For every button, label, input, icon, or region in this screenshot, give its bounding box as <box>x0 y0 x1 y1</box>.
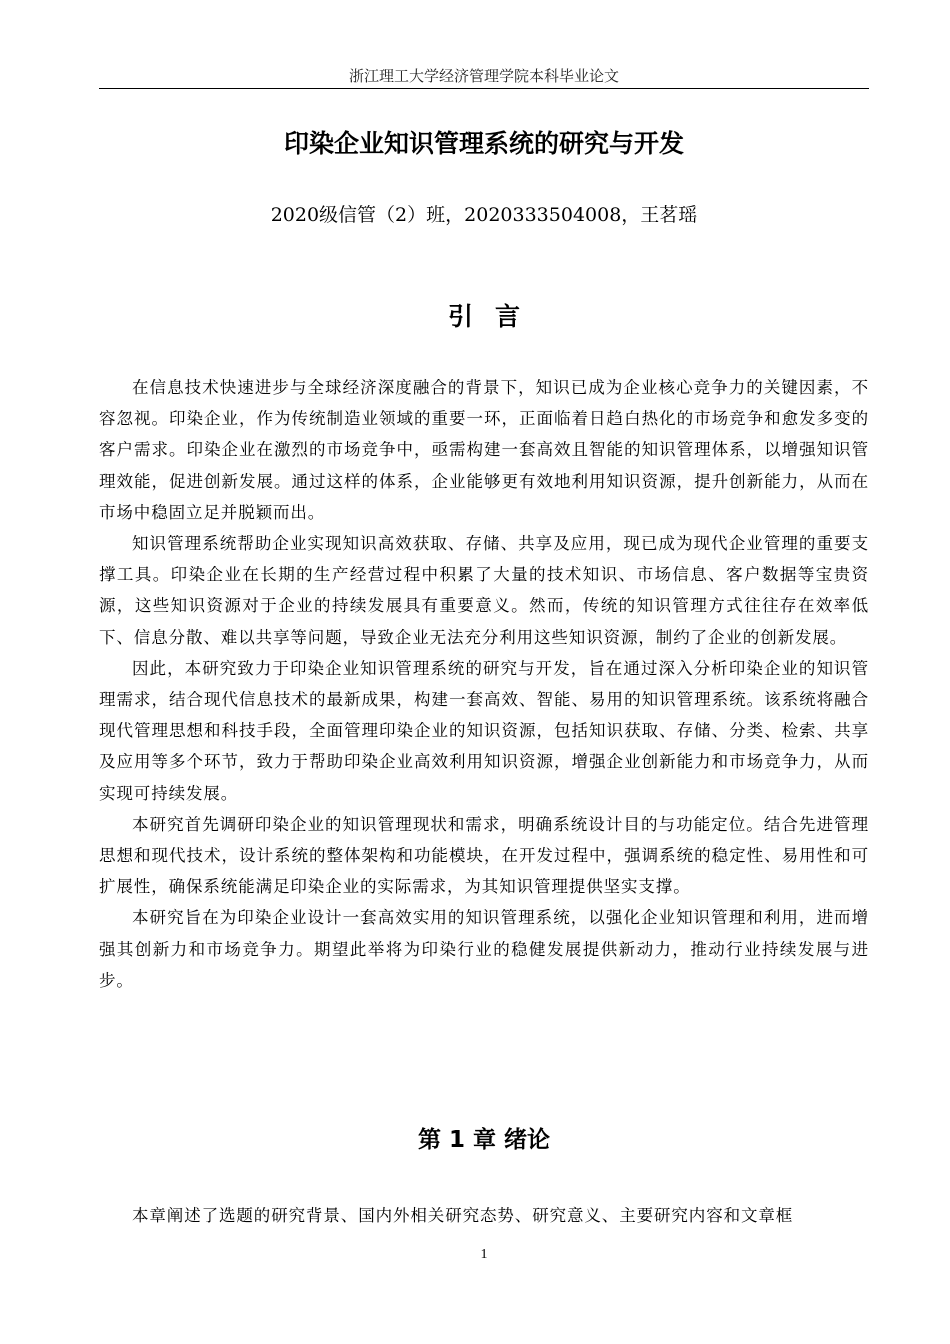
paragraph: 本章阐述了选题的研究背景、国内外相关研究态势、研究意义、主要研究内容和文章框 <box>132 1206 794 1225</box>
paragraph: 本研究旨在为印染企业设计一套高效实用的知识管理系统，以强化企业知识管理和利用，进而增强其创新力和市场竞争力。期望此举将为印染行业的稳健发展提供新动力，推动行业持续发展与进步。 <box>99 908 869 990</box>
paragraph: 知识管理系统帮助企业实现知识高效获取、存储、共享及应用，现已成为现代企业管理的重要支撑工具。印染企业在长期的生产经营过程中积累了大量的技术知识、市场信息、客户数据等宝贵资源，这些知识资源对于企业的持续发展具有重要意义。然而，传统的知识管理方式往往存在效率低下、信息分散、难以共享等问题，导致企业无法充分利用这些知识资源，制约了企业的创新发展。 <box>99 534 869 647</box>
chapter-heading: 第 1 章 绪论 <box>417 1127 551 1153</box>
running-header: 浙江理工大学经济管理学院本科毕业论文 <box>348 67 619 85</box>
introduction-body <box>99 372 869 996</box>
author-line: 2020级信管（2）班，2020333504008，王茗瑶 <box>270 204 698 226</box>
paper-title: 印染企业知识管理系统的研究与开发 <box>283 129 684 158</box>
header-rule <box>99 88 869 89</box>
section-heading-introduction: 引言 <box>447 302 542 331</box>
chapter-intro-body <box>99 1200 869 1231</box>
page-number: 1 <box>480 1247 488 1262</box>
paragraph: 因此，本研究致力于印染企业知识管理系统的研究与开发，旨在通过深入分析印染企业的知识管理需求，结合现代信息技术的最新成果，构建一套高效、智能、易用的知识管理系统。该系统将融合现代管理思想和科技手段，全面管理印染企业的知识资源，包括知识获取、存储、分类、检索、共享及应用等多个环节，致力于帮助印染企业高效利用知识资源，增强企业创新能力和市场竞争力，从而实现可持续发展。 <box>99 658 869 803</box>
paragraph: 在信息技术快速进步与全球经济深度融合的背景下，知识已成为企业核心竞争力的关键因素，不容忽视。印染企业，作为传统制造业领域的重要一环，正面临着日趋白热化的市场竞争和愈发多变的客户需求。印染企业在激烈的市场竞争中，亟需构建一套高效且智能的知识管理体系，以增强知识管理效能，促进创新发展。通过这样的体系，企业能够更有效地利用知识资源，提升创新能力，从而在市场中稳固立足并脱颖而出。 <box>99 378 869 522</box>
paragraph: 本研究首先调研印染企业的知识管理现状和需求，明确系统设计目的与功能定位。结合先进管理思想和现代技术，设计系统的整体架构和功能模块，在开发过程中，强调系统的稳定性、易用性和可扩展性，确保系统能满足印染企业的实际需求，为其知识管理提供坚实支撑。 <box>99 814 869 897</box>
